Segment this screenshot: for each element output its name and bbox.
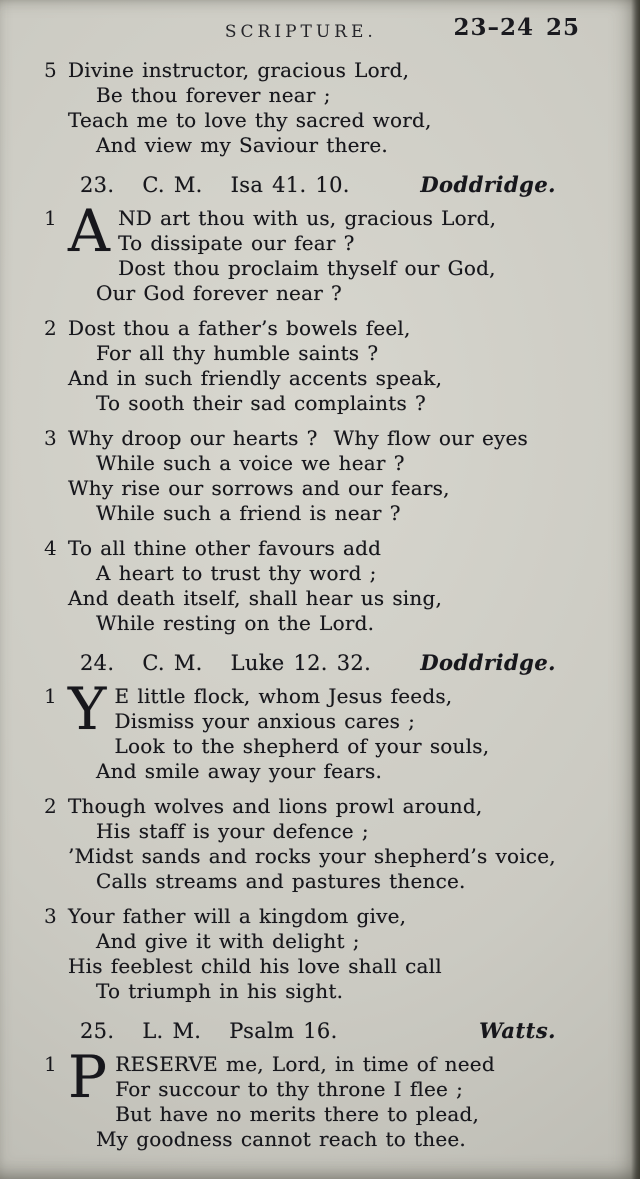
hymn-reference: Luke 12. 32. xyxy=(230,651,372,675)
stanza-line: Dost thou proclaim thyself our God, xyxy=(118,256,496,280)
stanza-line: Why droop our hearts ? Why flow our eyes xyxy=(68,426,529,450)
hymn-reference: Psalm 16. xyxy=(229,1019,338,1043)
stanza-line: While such a voice we hear ? xyxy=(96,451,405,475)
dropcap-letter: P xyxy=(68,1043,108,1111)
hymn-number: 25. xyxy=(80,1019,115,1043)
stanza-line: Our God forever near ? xyxy=(96,281,342,305)
stanza-line: To sooth their sad complaints ? xyxy=(96,391,426,415)
stanza-line: His staff is your defence ; xyxy=(96,819,369,843)
stanza-line: And smile away your fears. xyxy=(96,759,383,783)
hymn-heading xyxy=(44,650,582,675)
stanza xyxy=(44,316,582,416)
stanza xyxy=(44,675,582,784)
running-head: SCRIPTURE. xyxy=(224,22,377,42)
hymn-heading xyxy=(44,1018,582,1043)
stanza xyxy=(44,197,582,306)
stanza-line: Y E little flock, whom Jesus feeds, xyxy=(68,675,453,743)
hymn-author: Doddridge. xyxy=(420,172,556,197)
hymn-range: 23–24 xyxy=(453,14,534,41)
continued-stanza-section xyxy=(44,58,582,158)
stanza-line: To all thine other favours add xyxy=(68,536,382,560)
hymn-meter: C. M. xyxy=(142,173,203,197)
stanza-number: 4 xyxy=(44,536,57,560)
stanza xyxy=(44,794,582,894)
stanza-line: While such a friend is near ? xyxy=(96,501,401,525)
stanza-line: To triumph in his sight. xyxy=(96,979,344,1003)
stanza-line: For succour to thy throne I flee ; xyxy=(115,1077,464,1101)
stanza-number: 2 xyxy=(44,316,57,340)
stanza-line: Dost thou a father’s bowels feel, xyxy=(68,316,411,340)
dropcap-letter: A xyxy=(68,197,111,265)
stanza-line: But have no merits there to plead, xyxy=(115,1102,480,1126)
stanza-number: 1 xyxy=(44,1052,57,1076)
stanza-line: Dismiss your anxious cares ; xyxy=(114,709,416,733)
stanza-number: 2 xyxy=(44,794,57,818)
stanza xyxy=(44,536,582,636)
stanza-line: While resting on the Lord. xyxy=(96,611,375,635)
hymn-number: 23. xyxy=(80,173,115,197)
page-number: 25 xyxy=(545,14,580,41)
stanza-line: For all thy humble saints ? xyxy=(96,341,379,365)
hymn-heading xyxy=(44,172,582,197)
stanza-line: And death itself, shall hear us sing, xyxy=(68,586,443,610)
page-edge-shadow xyxy=(631,0,640,1179)
stanza-number: 1 xyxy=(44,684,57,708)
stanza-line: ’Midst sands and rocks your shepherd’s voice, xyxy=(68,844,556,868)
dropcap-letter: Y xyxy=(68,675,107,743)
hymn-author: Watts. xyxy=(479,1018,556,1043)
stanza-line: Calls streams and pastures thence. xyxy=(96,869,466,893)
hymn-meter: C. M. xyxy=(142,651,203,675)
stanza-line: A heart to trust thy word ; xyxy=(96,561,377,585)
stanza-line: And give it with delight ; xyxy=(96,929,360,953)
stanza-number: 5 xyxy=(44,58,57,82)
stanza-line: Be thou forever near ; xyxy=(96,83,331,107)
stanza-line: Though wolves and lions prowl around, xyxy=(68,794,483,818)
stanza xyxy=(44,1043,582,1152)
hymn-reference: Isa 41. 10. xyxy=(230,173,350,197)
stanza-line: To dissipate our fear ? xyxy=(118,231,355,255)
stanza-number: 1 xyxy=(44,206,57,230)
stanza-line: And in such friendly accents speak, xyxy=(68,366,443,390)
page-numbers xyxy=(453,14,580,41)
stanza-number: 3 xyxy=(44,904,57,928)
stanza xyxy=(44,904,582,1004)
stanza-line: PRESERVE me, Lord, in time of need xyxy=(68,1043,495,1111)
stanza-line: My goodness cannot reach to thee. xyxy=(96,1127,466,1151)
stanza-line: And view my Saviour there. xyxy=(96,133,388,157)
stanza-line: Divine instructor, gracious Lord, xyxy=(68,58,410,82)
hymn-author: Doddridge. xyxy=(420,650,556,675)
stanza-line: Teach me to love thy sacred word, xyxy=(68,108,432,132)
stanza xyxy=(44,426,582,526)
stanza-line: Why rise our sorrows and our fears, xyxy=(68,476,450,500)
stanza-line: Look to the shepherd of your souls, xyxy=(114,734,490,758)
hymns-container xyxy=(44,172,582,1152)
stanza-number: 3 xyxy=(44,426,57,450)
stanza-line: AND art thou with us, gracious Lord, xyxy=(68,197,497,265)
hymn-number: 24. xyxy=(80,651,115,675)
stanza-line: Your father will a kingdom give, xyxy=(68,904,407,928)
page-header xyxy=(44,14,582,52)
stanza xyxy=(44,58,582,158)
hymn-meter: L. M. xyxy=(142,1019,202,1043)
stanza-line: His feeblest child his love shall call xyxy=(68,954,442,978)
